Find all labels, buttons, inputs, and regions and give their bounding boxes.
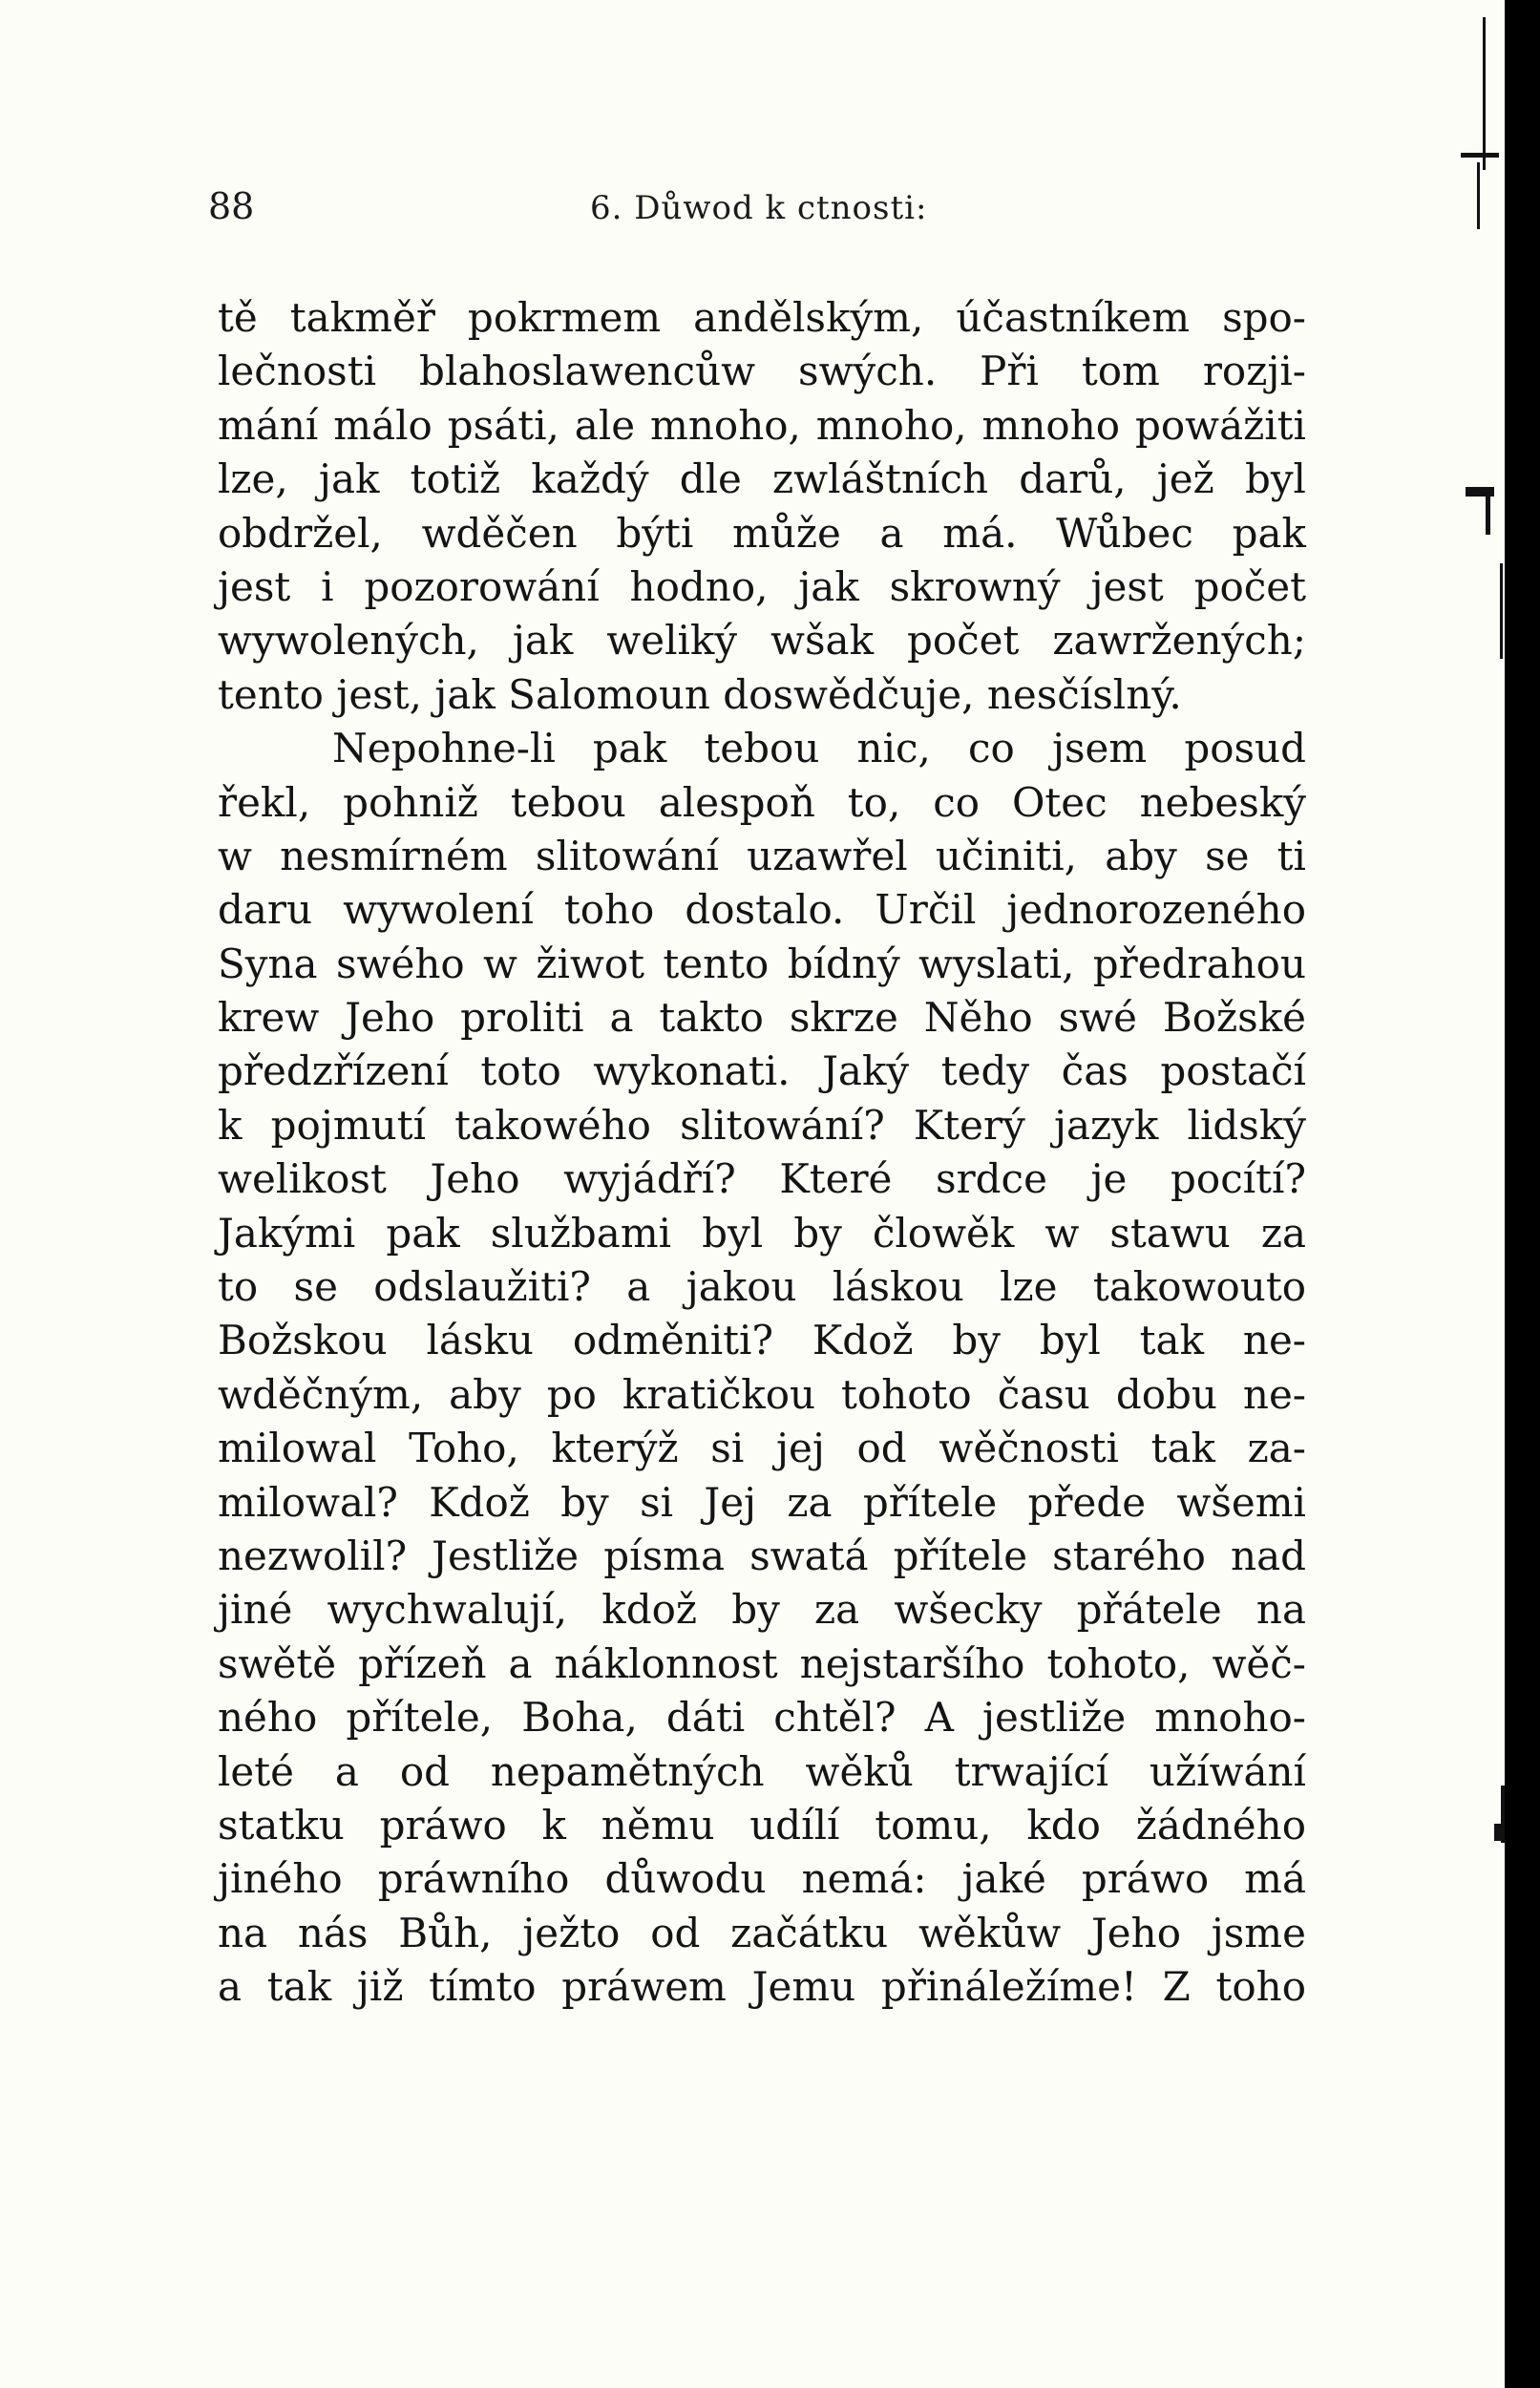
text-line: daru wywolení toho dostalo. Určil jednorozeného: [218, 886, 1306, 934]
text-line: jiné wychwalují, kdož by za wšecky přátele na: [218, 1586, 1306, 1634]
scan-mark: [1500, 563, 1503, 659]
paragraph-1: [218, 291, 1306, 722]
text-line: Syna swého w žiwot tento bídný wyslati, předrahou: [218, 940, 1306, 987]
running-title: 6. Důwod k ctnosti:: [590, 189, 928, 227]
text-line: milowal? Kdož by si Jej za přítele přede wšemi: [218, 1478, 1306, 1526]
text-line: w nesmírném slitowání uzawřel učiniti, aby se ti: [218, 832, 1306, 879]
text-line: nezwolil? Jestliže písma swatá přítele starého nad: [218, 1532, 1306, 1579]
text-line: leté a od nepamětných wěků trwající užíwání: [218, 1747, 1306, 1795]
text-line: předzřízení toto wykonati. Jaký tedy čas postačí: [218, 1047, 1306, 1095]
page-number: 88: [208, 185, 255, 227]
text-line: welikost Jeho wyjádří? Které srdce je pocítí?: [218, 1155, 1306, 1203]
text-line: řekl, pohniž tebou alespoň to, co Otec nebeský: [218, 778, 1306, 826]
text-line: tě takměř pokrmem andělským, účastníkem spo-: [218, 294, 1306, 341]
text-line: lze, jak totiž každý dle zwláštních darů, jež byl: [218, 455, 1306, 503]
text-line: wywolených, jak weliký wšak počet zawržených;: [218, 617, 1306, 665]
text-line: obdržel, wděčen býti může a má. Wůbec pak: [218, 509, 1306, 557]
text-line: jiného práwního důwodu nemá: jaké práwo má: [218, 1855, 1306, 1903]
text-line: a tak již tímto práwem Jemu přináležíme! Z toho: [218, 1963, 1306, 2011]
text-line: statku práwo k němu udílí tomu, kdo žádného: [218, 1801, 1306, 1849]
text-line: krew Jeho proliti a takto skrze Něho swé Božské: [218, 994, 1306, 1042]
text-line: k pojmutí takowého slitowání? Který jazyk lidský: [218, 1101, 1306, 1149]
scan-mark: [1494, 1824, 1505, 1841]
text-line: Nepohne-li pak tebou nic, co jsem posud: [332, 725, 1306, 772]
text-line: milowal Toho, kterýž si jej od wěčnosti tak za-: [218, 1425, 1306, 1472]
scan-mark: [1486, 497, 1490, 535]
text-line: jest i pozorowání hodno, jak skrowný jest počet: [218, 562, 1306, 610]
text-line: na nás Bůh, ježto od začátku wěkůw Jeho jsme: [218, 1909, 1306, 1956]
scan-mark: [1477, 162, 1480, 229]
text-line: tento jest, jak Salomoun doswědčuje, nesčíslný.: [218, 670, 1182, 718]
paragraph-2: [218, 722, 1306, 2014]
text-line: Jakými pak službami byl by člowěk w stawu za: [218, 1209, 1306, 1257]
text-line: ného přítele, Boha, dáti chtěl? A jestliže mnoho-: [218, 1694, 1306, 1742]
scan-mark: [1466, 487, 1494, 497]
scan-edge: [1505, 0, 1540, 2388]
text-line: swětě přízeň a náklonnost nejstaršího tohoto, wěč-: [218, 1639, 1306, 1687]
scan-mark: [1461, 153, 1499, 158]
text-line: to se odslaužiti? a jakou láskou lze takowouto: [218, 1263, 1306, 1311]
body-text: [218, 291, 1306, 2015]
text-line: Božskou lásku odměniti? Kdož by byl tak ne-: [218, 1317, 1306, 1364]
scan-mark: [1483, 17, 1486, 170]
text-line: wděčným, aby po kratičkou tohoto času dobu ne-: [218, 1370, 1306, 1418]
text-line: mání málo psáti, ale mnoho, mnoho, mnoho powážiti: [218, 401, 1306, 449]
text-line: lečnosti blahoslawencůw swých. Při tom rozji-: [218, 348, 1306, 395]
page-header: [208, 185, 1306, 233]
